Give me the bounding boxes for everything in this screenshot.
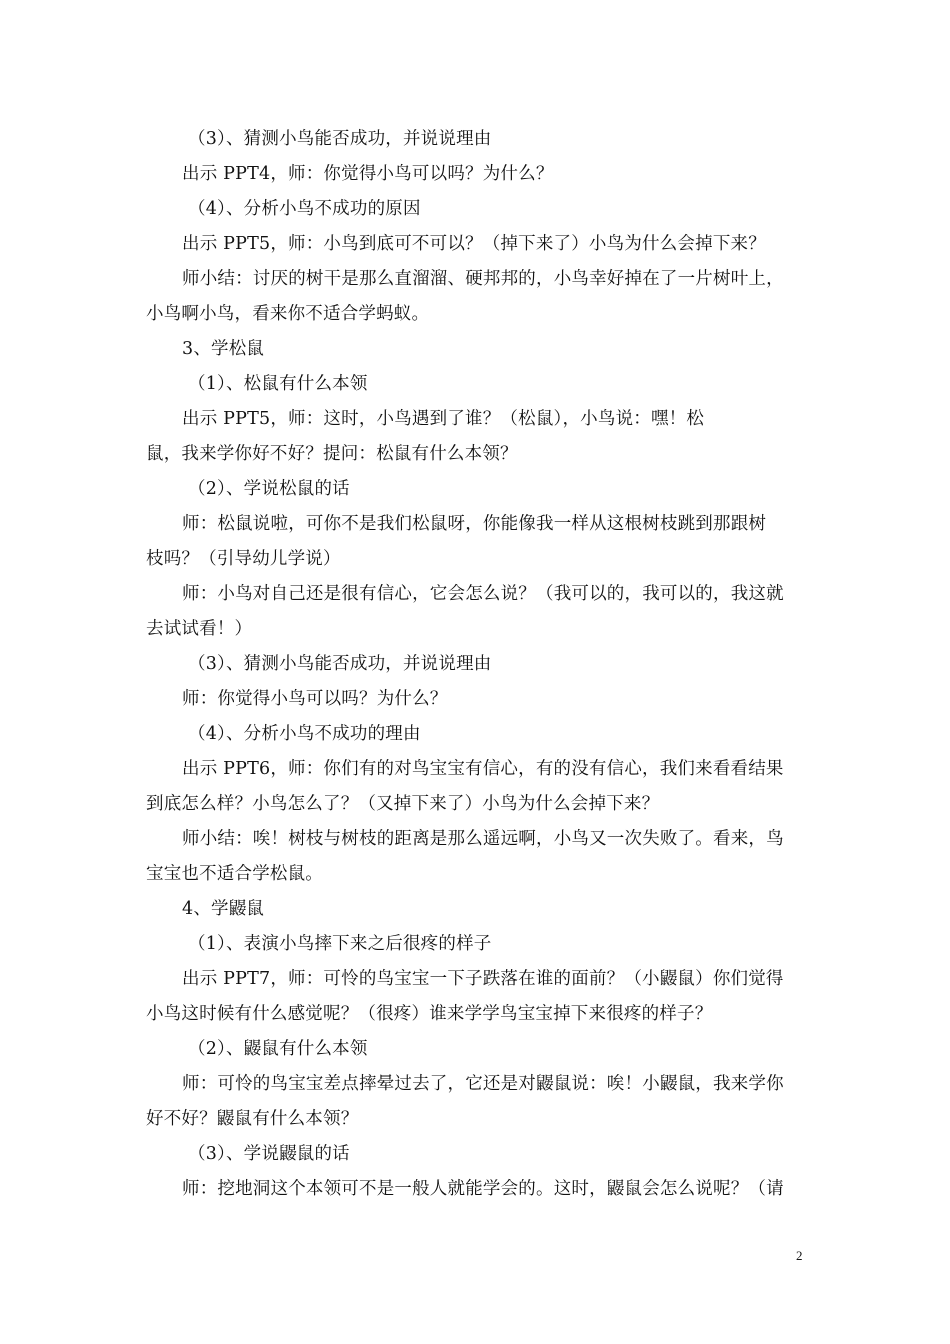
subheading: （3）、猜测小鸟能否成功，并说说理由: [188, 129, 492, 149]
paragraph-line: 到底怎么样？小鸟怎么了？（又掉下来了）小鸟为什么会掉下来？: [146, 794, 660, 814]
paragraph-line: 出示 PPT6，师：你们有的对鸟宝宝有信心，有的没有信心，我们来看看结果: [182, 759, 784, 779]
subheading: （2）、学说松鼠的话: [188, 479, 350, 499]
paragraph-line: 师：挖地洞这个本领可不是一般人就能学会的。这时，鼹鼠会怎么说呢？（请: [182, 1179, 784, 1199]
paragraph-line: 宝宝也不适合学松鼠。: [146, 864, 323, 884]
subheading: （3）、学说鼹鼠的话: [188, 1144, 350, 1164]
paragraph-line: 去试试看！）: [146, 619, 253, 639]
paragraph-line: 枝吗？（引导幼儿学说）: [146, 549, 341, 569]
section-heading: 3、学松鼠: [182, 339, 265, 359]
paragraph-line: 师：松鼠说啦，可你不是我们松鼠呀，你能像我一样从这根树枝跳到那跟树: [182, 514, 767, 534]
subheading: （3）、猜测小鸟能否成功，并说说理由: [188, 654, 492, 674]
subheading: （1）、松鼠有什么本领: [188, 374, 368, 394]
paragraph-line: 出示 PPT5，师：小鸟到底可不可以？（掉下来了）小鸟为什么会掉下来？: [182, 234, 766, 254]
paragraph-line: 师：你觉得小鸟可以吗？为什么？: [182, 689, 448, 709]
paragraph-line: 鼠，我来学你好不好？提问：松鼠有什么本领？: [146, 444, 518, 464]
paragraph-line: 出示 PPT7，师：可怜的鸟宝宝一下子跌落在谁的面前？（小鼹鼠）你们觉得: [182, 969, 784, 989]
paragraph-line: 师：小鸟对自己还是很有信心，它会怎么说？（我可以的，我可以的，我这就: [182, 584, 784, 604]
paragraph-line: 出示 PPT5，师：这时，小鸟遇到了谁？（松鼠），小鸟说：嘿！松: [182, 409, 705, 429]
paragraph-line: 师小结：唉！树枝与树枝的距离是那么遥远啊，小鸟又一次失败了。看来，鸟: [182, 829, 784, 849]
paragraph-line: 好不好？鼹鼠有什么本领？: [146, 1109, 359, 1129]
paragraph-line: 小鸟啊小鸟，看来你不适合学蚂蚁。: [146, 304, 430, 324]
paragraph-line: 师：可怜的鸟宝宝差点摔晕过去了，它还是对鼹鼠说：唉！小鼹鼠，我来学你: [182, 1074, 784, 1094]
paragraph-line: 小鸟这时候有什么感觉呢？（很疼）谁来学学鸟宝宝掉下来很疼的样子？: [146, 1004, 713, 1024]
subheading: （4）、分析小鸟不成功的原因: [188, 199, 421, 219]
paragraph-line: 出示 PPT4，师：你觉得小鸟可以吗？为什么？: [182, 164, 554, 184]
document-body: [146, 122, 810, 1207]
section-heading: 4、学鼹鼠: [182, 899, 265, 919]
subheading: （1）、表演小鸟摔下来之后很疼的样子: [188, 934, 492, 954]
subheading: （2）、鼹鼠有什么本领: [188, 1039, 368, 1059]
page-number: 2: [796, 1248, 803, 1263]
subheading: （4）、分析小鸟不成功的理由: [188, 724, 421, 744]
paragraph-line: 师小结：讨厌的树干是那么直溜溜、硬邦邦的，小鸟幸好掉在了一片树叶上，: [182, 269, 784, 289]
